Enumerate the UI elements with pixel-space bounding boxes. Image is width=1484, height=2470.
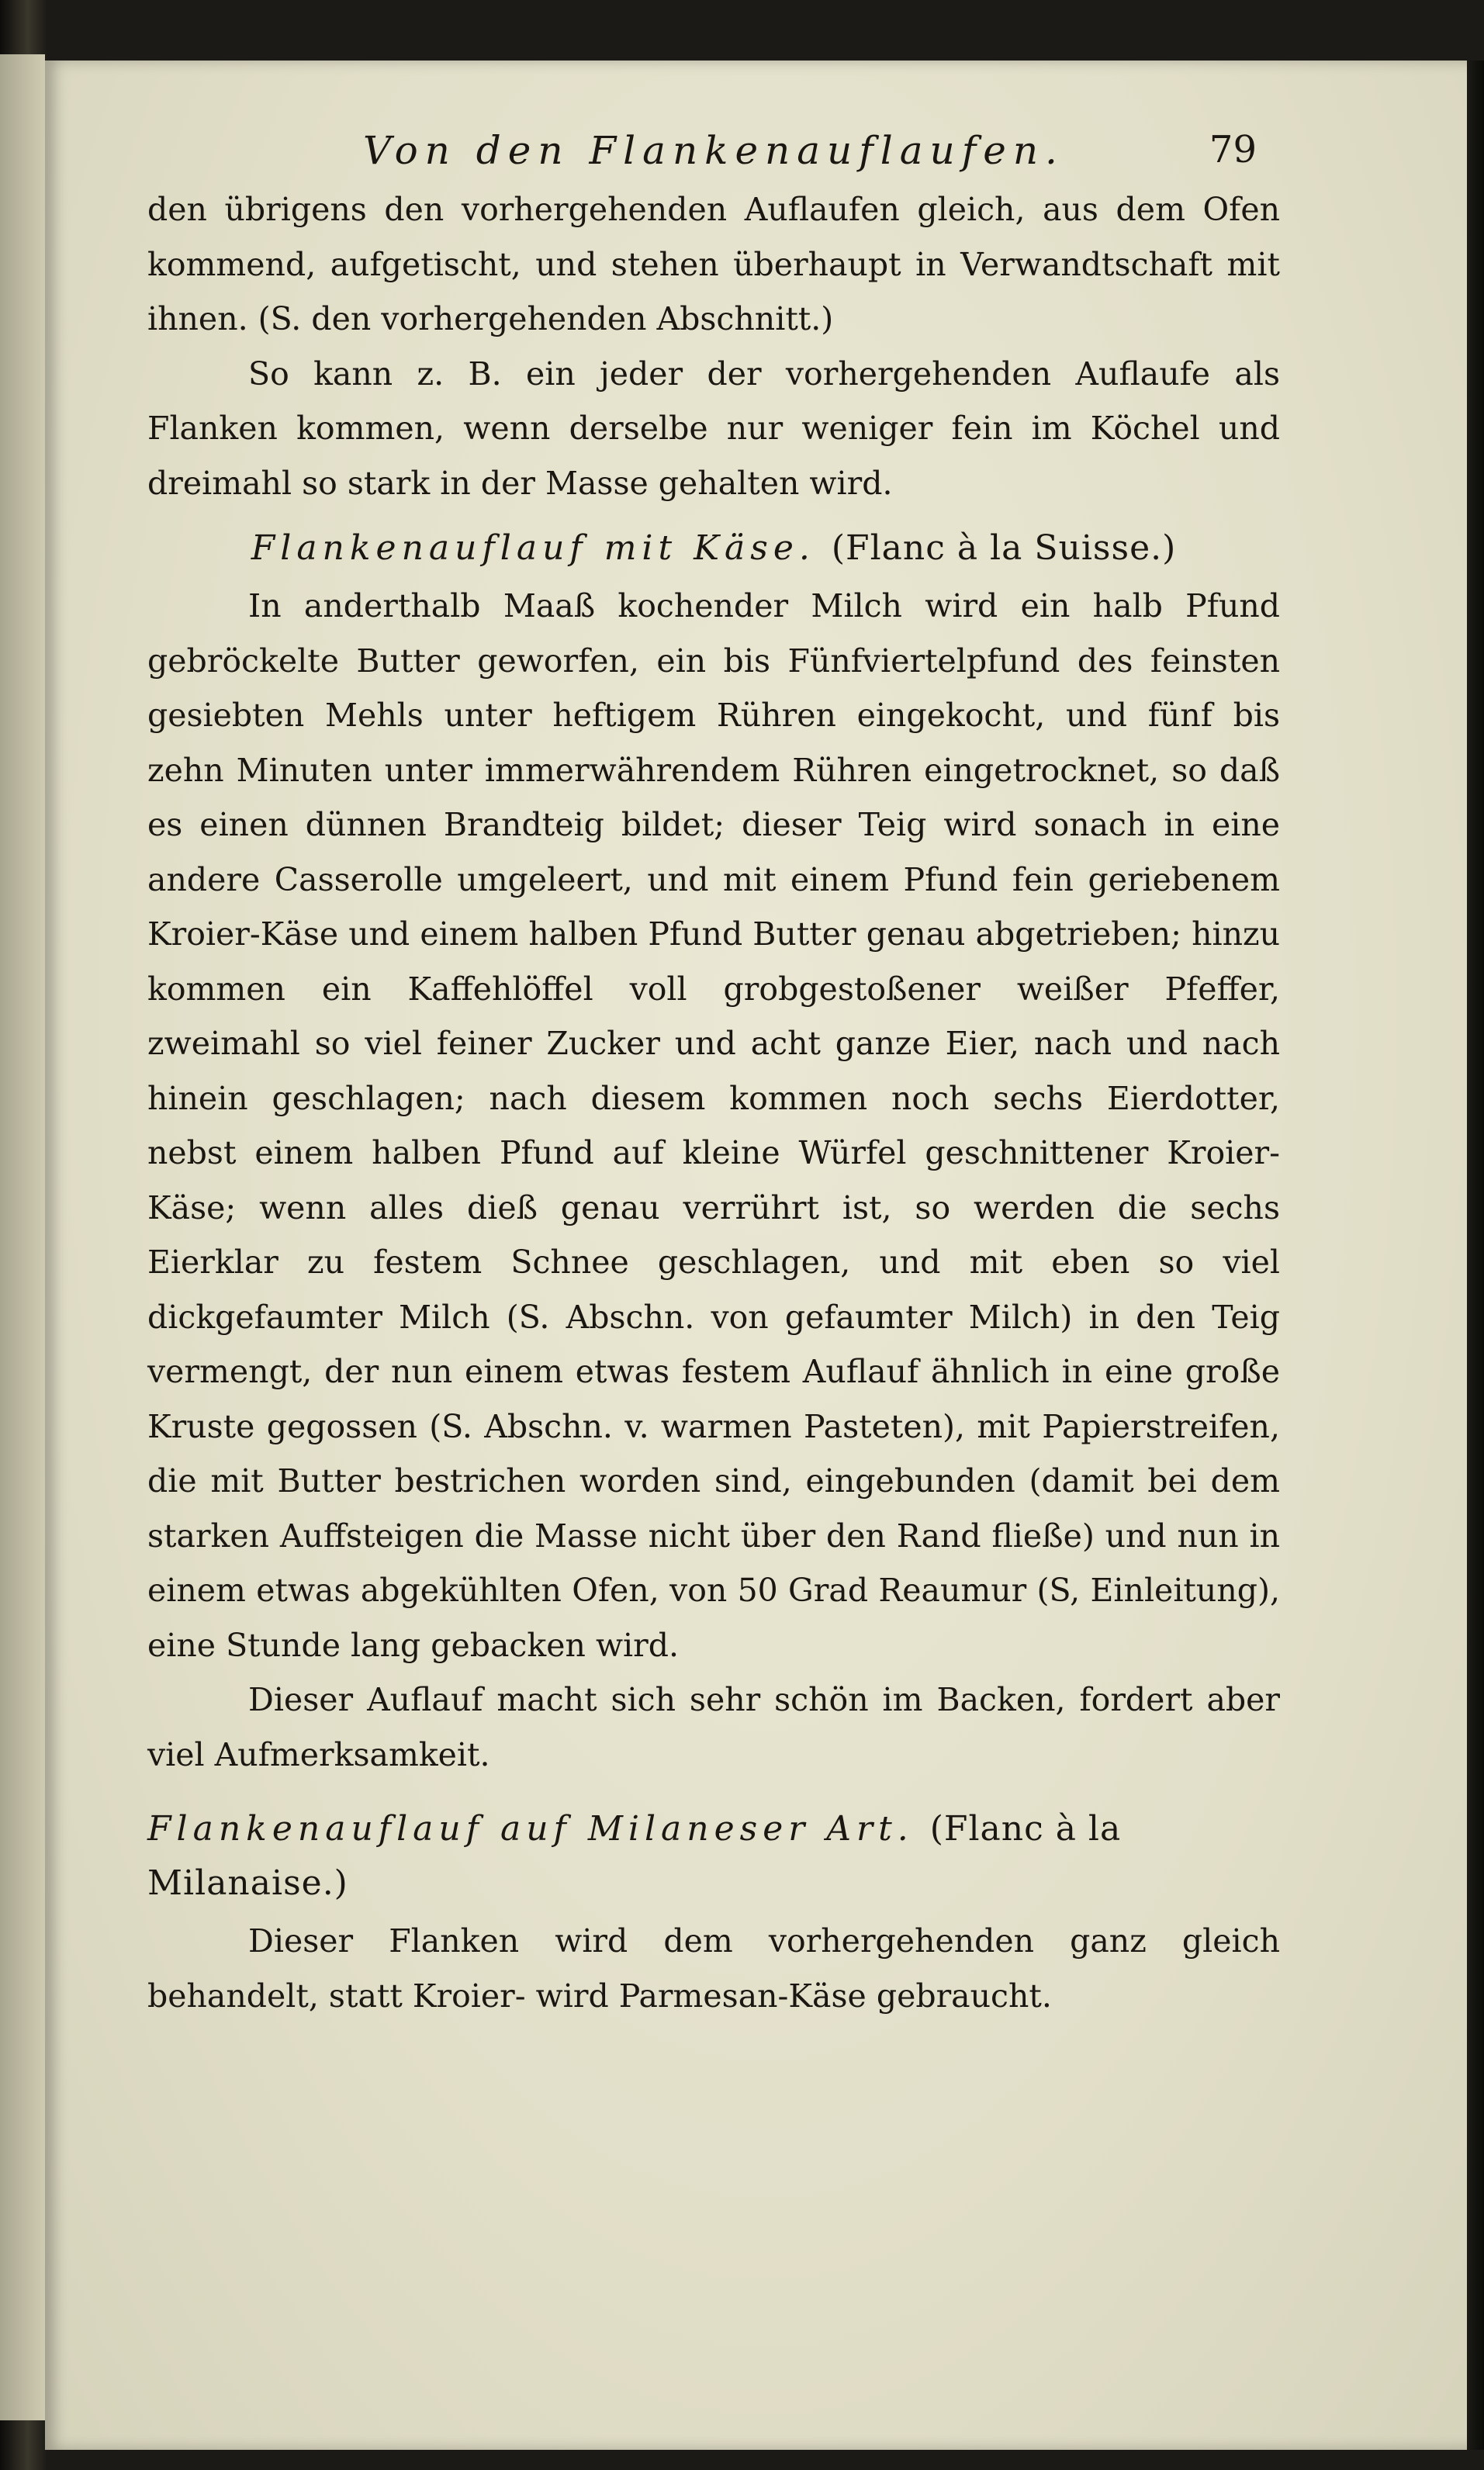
recipe-heading-cheese — [147, 521, 1280, 576]
recipe-heading-milanese-french: (Flanc à la Milanaise.) — [147, 1809, 1122, 1903]
previous-page-edge — [0, 54, 45, 2420]
paragraph-recipe-milanese: Dieser Flanken wird dem vorhergehenden ganz gleich behandelt, statt Kroier- wird Parmesan-Käse gebraucht. — [147, 1922, 1280, 2015]
scan-background-right — [1467, 61, 1484, 2450]
recipe-heading-cheese-title: Flankenauflauf mit Käse. — [251, 528, 815, 568]
recipe-heading-milanese — [147, 1802, 1280, 1911]
page-content — [147, 128, 1280, 2023]
page-header — [147, 128, 1280, 182]
paragraph-intro: So kann z. B. ein jeder der vorhergehenden Auflaufe als Flanken kommen, wenn derselbe nur weniger fein im Köchel und dreimahl so stark in der Masse gehalten wird. — [147, 355, 1280, 502]
recipe-heading-cheese-french: (Flanc à la Suisse.) — [831, 528, 1177, 568]
paragraph-continuation: den übrigens den vorhergehenden Auflaufen gleich, aus dem Ofen kommend, aufgetischt, und stehen überhaupt in Verwandtschaft mit ihnen. (S. den vorhergehenden Abschnitt.) — [147, 191, 1280, 337]
paragraph-note: Dieser Auflauf macht sich sehr schön im Backen, fordert aber viel Aufmerksamkeit. — [147, 1681, 1280, 1773]
paragraph-recipe-cheese: In anderthalb Maaß kochender Milch wird ein halb Pfund gebröckelte Butter geworfen, ein bis Fünfviertelpfund des feinsten gesiebten Mehls unter heftigem Rühren eingekocht, und fünf bis zehn Minuten unter immerwährendem Rühren eingetrocknet, so daß es einen dünnen Brandteig bildet; dieser Teig wird sonach in eine andere Casserolle umgeleert, und mit einem Pfund fein geriebenem Kroier-Käse und einem halben Pfund Butter genau abgetrieben; hinzu kommen ein Kaffehlöffel voll grobgestoßener weißer Pfeffer, zweimahl so viel feiner Zucker und acht ganze Eier, nach und nach hinein geschlagen; nach diesem kommen noch sechs Eierdotter, nebst einem halben Pfund auf kleine Würfel geschnittener Kroier-Käse; wenn alles dieß genau verrührt ist, so werden die sechs Eierklar zu festem Schnee geschlagen, und mit eben so viel dickgefaumter Milch (S. Abschn. von gefaumter Milch) in den Teig vermengt, der nun einem etwas festem Auflauf ähnlich in eine große Kruste gegossen (S. Abschn. v. warmen Pasteten), mit Papierstreifen, die mit Butter bestrichen worden sind, eingebunden (damit bei dem starken Auffsteigen die Masse nicht über den Rand fließe) und nun in einem etwas abgekühlten Ofen, von 50 Grad Reaumur (S, Einleitung), eine Stunde lang gebacken wird. — [147, 587, 1280, 1664]
recipe-heading-milanese-title: Flankenauflauf auf Milaneser Art. — [147, 1809, 914, 1849]
running-head: Von den Flankenauflaufen. — [363, 128, 1064, 173]
page-number: 79 — [1209, 128, 1257, 171]
